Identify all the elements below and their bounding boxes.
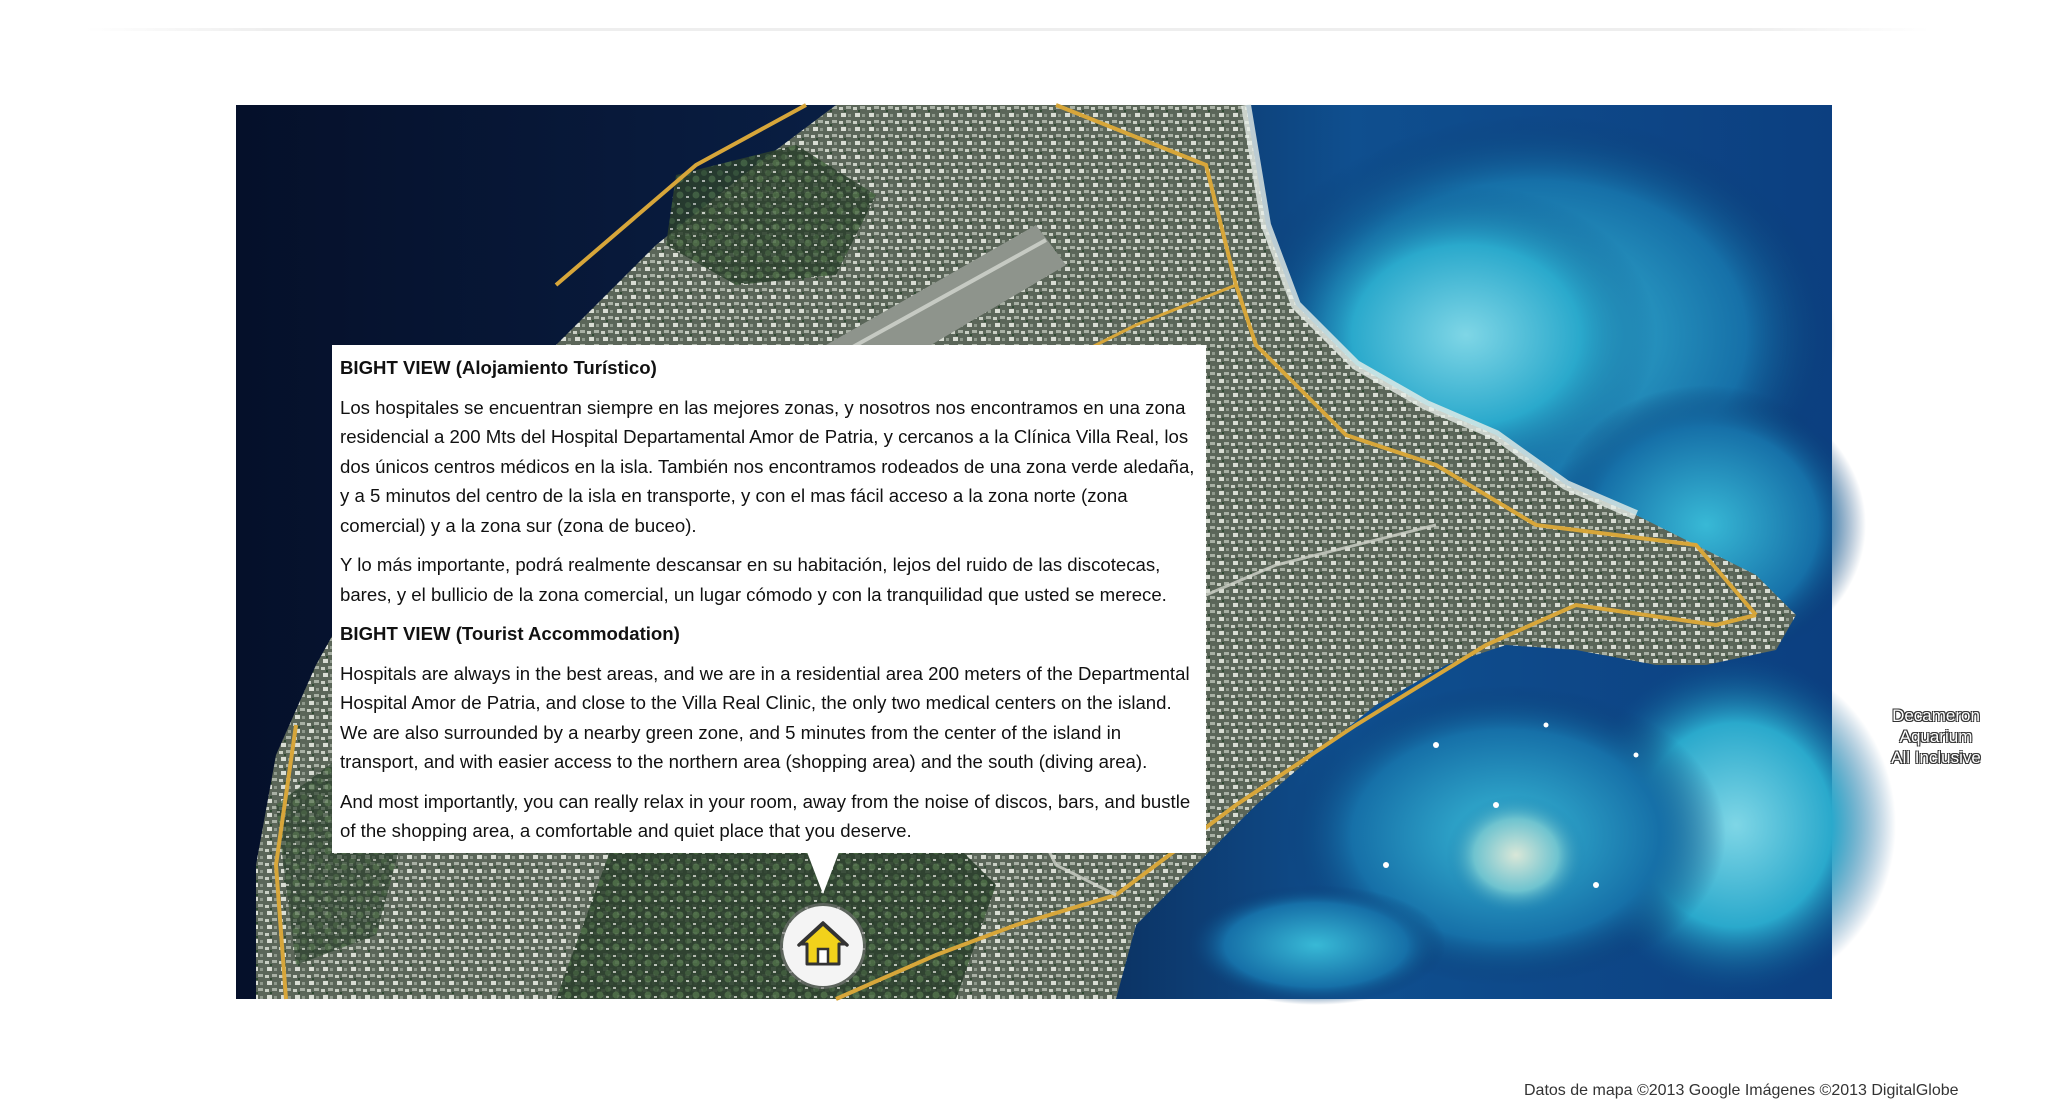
top-divider (85, 28, 1930, 31)
spanish-paragraph-1: Los hospitales se encuentran siempre en las mejores zonas, y nosotros nos encontramos en una zona residencial a 200 Mts del Hospital Departamental Amor de Patria, y cercanos a la Clínica Villa Real, los dos únicos centros médicos en la isla. También nos encontramos rodeados de una zona verde aledaña, y a 5 minutos del centro de la isla en transporte, y con el mas fácil acceso a la zona norte (zona comercial) y a la zona sur (zona de buceo). (340, 396, 1195, 536)
map-attribution: Datos de mapa ©2013 Google Imágenes ©2013 DigitalGlobe (1514, 1078, 2068, 1104)
english-paragraph-2: And most importantly, you can really relax in your room, away from the noise of discos, bars, and bustle of the shopping area, a comfortable and quiet place that you deserve. (340, 790, 1191, 841)
resort-label-line-3: All Inclusive (1891, 748, 1981, 767)
home-icon (797, 918, 849, 970)
resort-label[interactable] (1866, 705, 2006, 768)
resort-label-line-2: Aquarium (1899, 727, 1973, 746)
english-paragraph-1: Hospitals are always in the best areas, and we are in a residential area 200 meters of the Departmental Hospital Amor de Patria, and close to the Villa Real Clinic, the only two medical centers on the island. We are also surrounded by a nearby green zone, and 5 minutes from the center of the island in transport, and with easier access to the northern area (shopping area) and the south (diving area). (340, 662, 1190, 772)
info-window (332, 345, 1206, 853)
home-location-marker[interactable] (783, 906, 863, 986)
resort-label-line-1: Decameron (1892, 706, 1980, 725)
spanish-heading: BIGHT VIEW (Alojamiento Turístico) (340, 357, 657, 378)
english-heading: BIGHT VIEW (Tourist Accommodation) (340, 623, 680, 644)
info-window-pointer (807, 852, 839, 894)
spanish-paragraph-2: Y lo más importante, podrá realmente descansar en su habitación, lejos del ruido de las discotecas, bares, y el bullicio de la zona comercial, un lugar cómodo y con la tranquilidad que usted se merece. (340, 554, 1167, 605)
